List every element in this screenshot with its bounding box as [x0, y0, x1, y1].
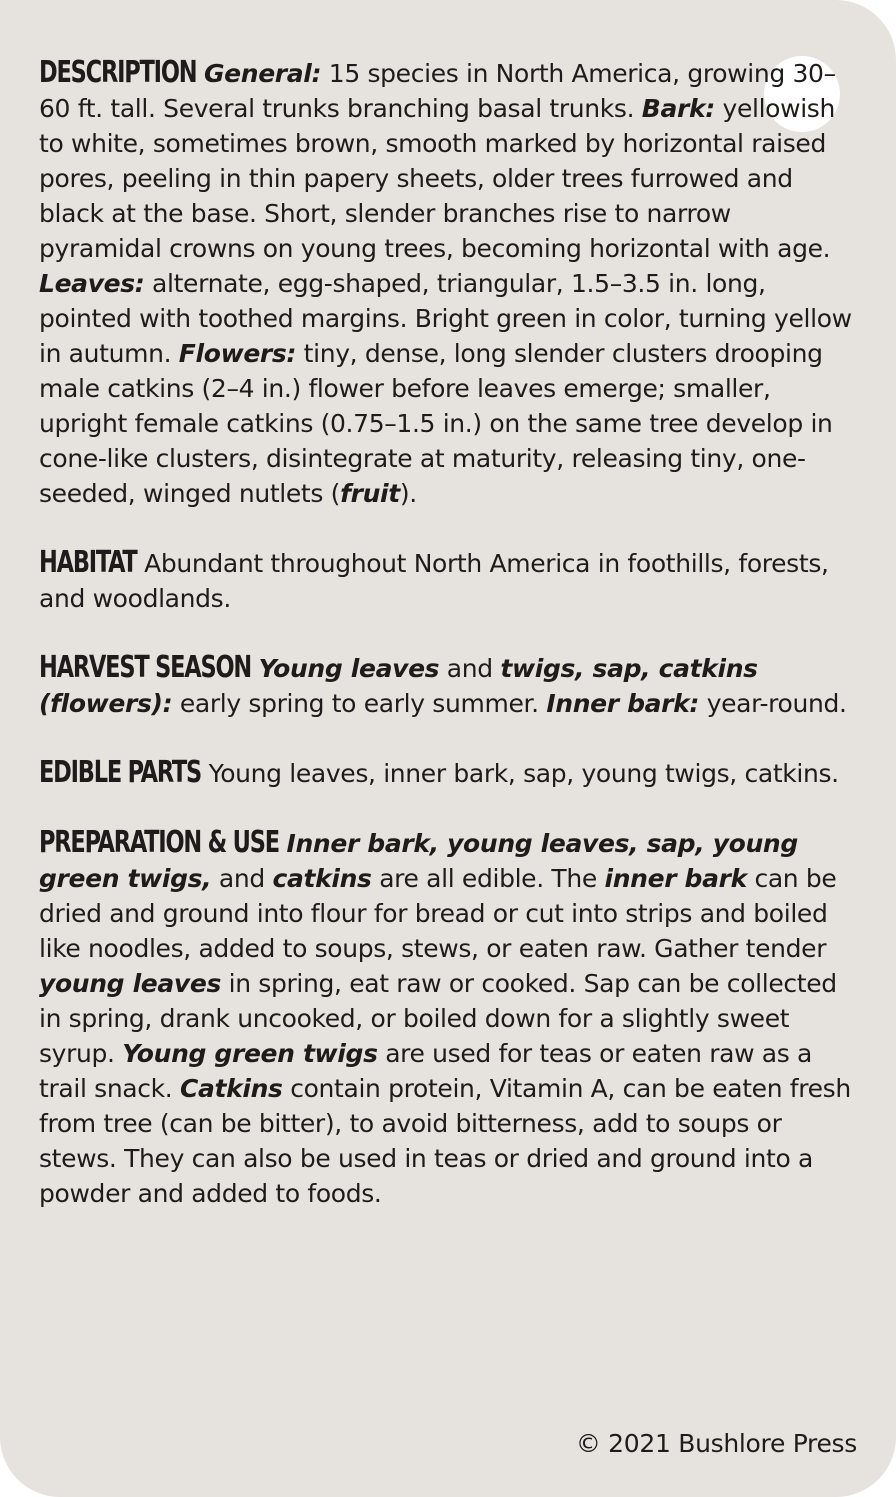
harvest-paragraph — [39, 648, 861, 721]
prep-bold-2: catkins — [272, 864, 372, 893]
fruit-close: ). — [399, 479, 417, 508]
prep-bold-3: inner bark — [604, 864, 747, 893]
leaves-text: alternate, egg-shaped, triangular, 1.5–3.5 in. long, pointed with toothed margins. Bright green in color, turning yellow in autumn. — [39, 269, 852, 368]
bark-text: yellowish to white, sometimes brown, smooth marked by horizontal raised pores, peeling in thin papery sheets, older trees furrowed and black at the base. Short, slender branches rise to narrow pyramidal crowns on young trees, becoming horizontal with age. — [39, 94, 835, 263]
prep-text-1: and — [211, 864, 273, 893]
description-paragraph — [39, 53, 861, 511]
description-section — [39, 53, 861, 511]
preparation-heading: PREPARATION & USE — [39, 823, 279, 860]
card-content — [39, 53, 861, 1246]
general-text: 15 species in North America, growing 30–60 ft. tall. Several trunks branching basal trunks. — [39, 59, 836, 123]
habitat-heading: HABITAT — [39, 543, 137, 580]
preparation-paragraph — [39, 823, 861, 1211]
harvest-inner-bark: Inner bark: — [546, 689, 700, 718]
prep-text-4: in spring, eat raw or cooked. Sap can be collected in spring, drank uncooked, or boiled down for a slightly sweet syrup. — [39, 969, 837, 1068]
leaves-label: Leaves: — [39, 269, 145, 298]
prep-bold-6: Catkins — [180, 1074, 283, 1103]
harvest-section — [39, 648, 861, 721]
edible-section — [39, 753, 861, 791]
prep-text-5: are used for teas or eaten raw as a trail snack. — [39, 1039, 812, 1103]
edible-paragraph — [39, 753, 861, 791]
prep-text-3: can be dried and ground into flour for bread or cut into strips and boiled like noodles, added to soups, stews, or eaten raw. Gather tender — [39, 864, 837, 963]
habitat-text: Abundant throughout North America in foothills, forests, and woodlands. — [39, 549, 829, 613]
prep-bold-5: Young green twigs — [122, 1039, 378, 1068]
bark-label: Bark: — [641, 94, 715, 123]
prep-text-6: contain protein, Vitamin A, can be eaten fresh from tree (can be bitter), to avoid bitterness, add to soups or stews. They can also be used in teas or dried and ground into a powder and added to foods. — [39, 1074, 851, 1208]
prep-text-2: are all edible. The — [371, 864, 605, 893]
prep-bold-4: young leaves — [39, 969, 221, 998]
edible-heading: EDIBLE PARTS — [39, 753, 202, 790]
harvest-text-1: early spring to early summer. — [172, 689, 547, 718]
harvest-and: and — [439, 654, 501, 683]
habitat-section — [39, 543, 861, 616]
preparation-section — [39, 823, 861, 1211]
harvest-young-leaves: Young leaves — [258, 654, 440, 683]
prep-bold-1: Inner bark, young leaves, sap, young green twigs, — [39, 829, 798, 893]
harvest-text-2: year-round. — [699, 689, 847, 718]
flowers-label: Flowers: — [178, 339, 297, 368]
flowers-text: tiny, dense, long slender clusters drooping male catkins (2–4 in.) flower before leaves emerge; smaller, upright female catkins (0.75–1.5 in.) on the same tree develop in cone-like clusters, disintegrate at maturity, releasing tiny, one-seeded, winged nutlets ( — [39, 339, 833, 508]
edible-text: Young leaves, inner bark, sap, young twigs, catkins. — [201, 759, 839, 788]
description-heading: DESCRIPTION — [39, 53, 197, 90]
harvest-twigs: twigs, sap, catkins (flowers): — [39, 654, 758, 718]
harvest-heading: HARVEST SEASON — [39, 648, 252, 685]
general-label: General: — [203, 59, 322, 88]
copyright-footer: © 2021 Bushlore Press — [575, 1429, 857, 1458]
fruit-label: fruit — [340, 479, 400, 508]
habitat-paragraph — [39, 543, 861, 616]
